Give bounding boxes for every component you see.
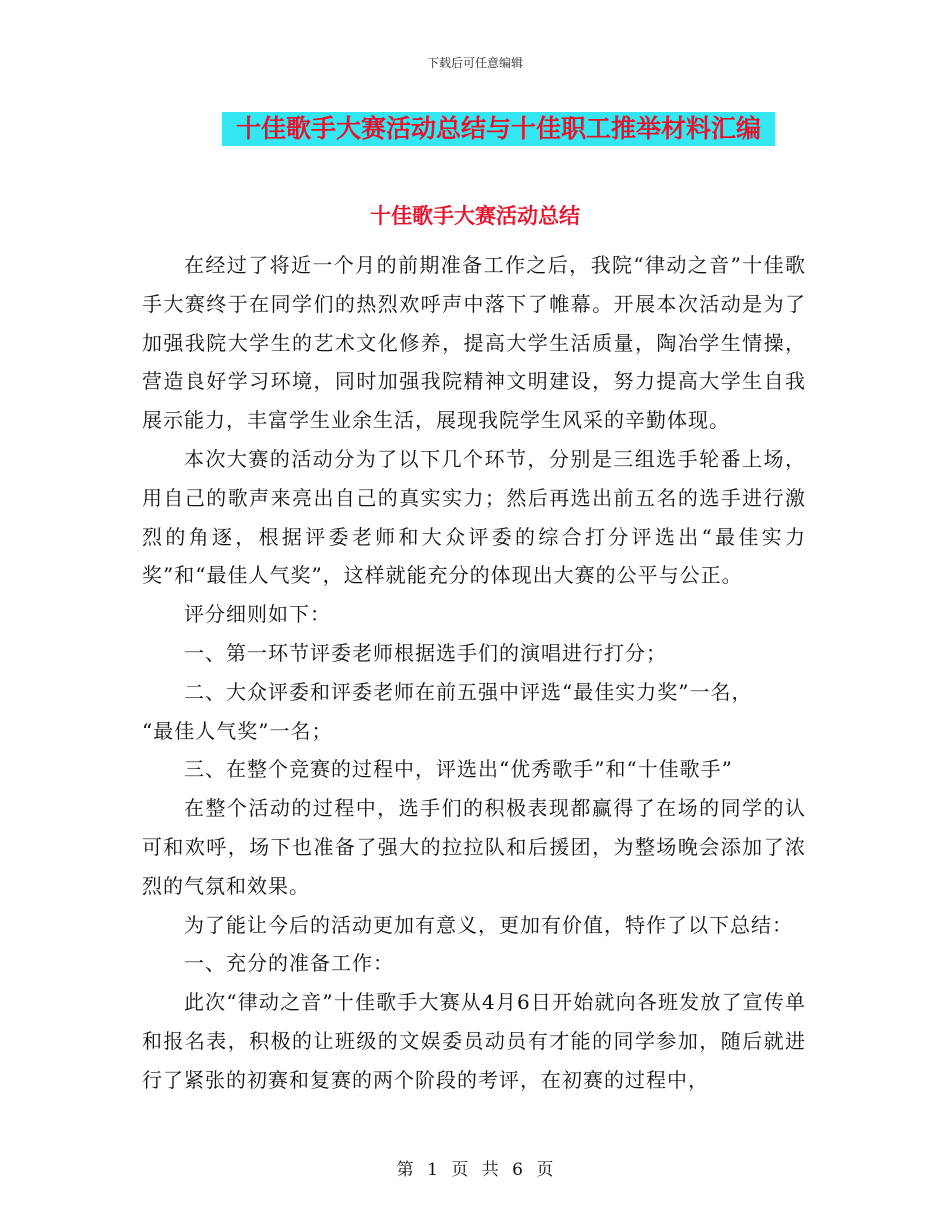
paragraph-rule-3: 三、在整个竞赛的过程中，评选出“优秀歌手”和“十佳歌手”	[184, 757, 733, 782]
paragraph-atmosphere: 在整个活动的过程中，选手们的积极表现都赢得了在场的同学的认可和欢呼，场下也准备了强大的拉拉队和后援团，为整场晚会添加了浓烈的气氛和效果。	[142, 796, 806, 898]
paragraph-rule-1: 一、第一环节评委老师根据选手们的演唱进行打分；	[184, 640, 667, 665]
paragraph-prep: 此次“律动之音”十佳歌手大赛从4月6日开始就向各班发放了宣传单和报名表，积极的让班级的文娱委员动员有才能的同学参加，随后就进行了紧张的初赛和复赛的两个阶段的考评，在初赛的过程中，	[142, 990, 806, 1092]
paragraph-scoring-heading: 评分细则如下：	[184, 602, 331, 627]
paragraph-rule-2: 二、大众评委和评委老师在前五强中评选“最佳实力奖”一名，	[184, 679, 753, 704]
paragraph-rule-2-cont: “最佳人气奖”一名；	[142, 718, 333, 743]
main-title: 十佳歌手大赛活动总结与十佳职工推举材料汇编	[222, 112, 775, 146]
section-title: 十佳歌手大赛活动总结	[370, 203, 580, 228]
body-text	[142, 246, 806, 1100]
paragraph-prep-heading: 一、充分的准备工作：	[184, 951, 394, 976]
paragraph-summary-intro: 为了能让今后的活动更加有意义，更加有价值，特作了以下总结：	[184, 912, 793, 937]
page-footer: 第 1 页 共 6 页	[396, 1160, 554, 1180]
header-note: 下载后可任意编辑	[426, 56, 523, 70]
paragraph-intro: 在经过了将近一个月的前期准备工作之后，我院“律动之音”十佳歌手大赛终于在同学们的热烈欢呼声中落下了帷幕。开展本次活动是为了加强我院大学生的艺术文化修养，提高大学生活质量，陶冶学生情操，营造良好学习环境，同时加强我院精神文明建设，努力提高大学生自我展示能力，丰富学生业余生活，展现我院学生风采的辛勤体现。	[142, 253, 806, 433]
paragraph-stages: 本次大赛的活动分为了以下几个环节，分别是三组选手轮番上场，用自己的歌声来亮出自己的真实实力；然后再选出前五名的选手进行激烈的角逐，根据评委老师和大众评委的综合打分评选出“最佳实力奖”和“最佳人气奖”，这样就能充分的体现出大赛的公平与公正。	[142, 446, 806, 588]
